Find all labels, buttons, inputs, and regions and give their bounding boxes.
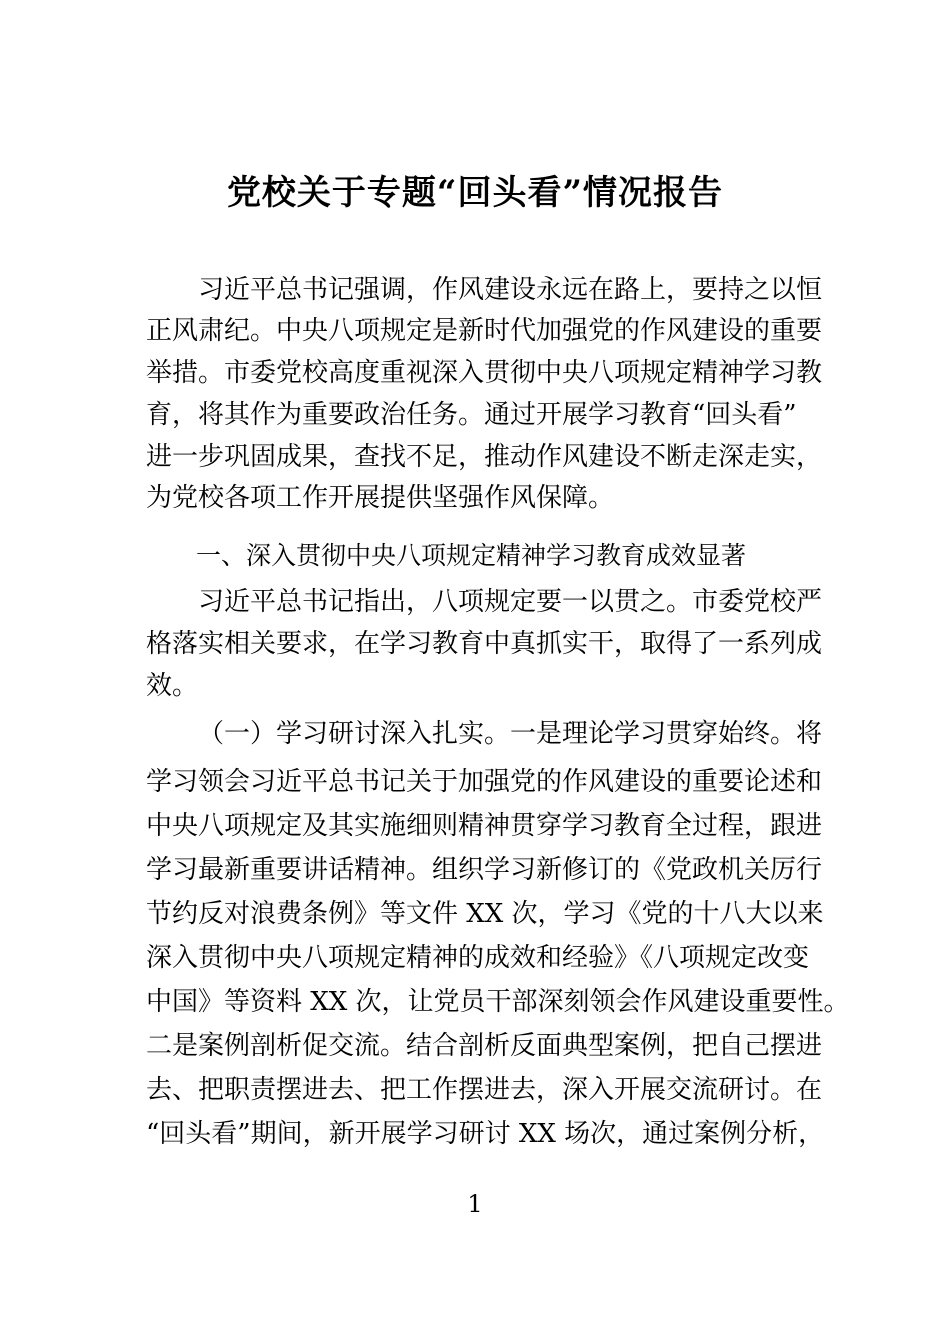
document-title: 党校关于专题“回头看”情况报告 — [226, 173, 724, 213]
paragraph-line: 进一步巩固成果，查找不足，推动作风建设不断走深走实， — [146, 442, 823, 472]
paragraph-line: 节约反对浪费条例》等文件 XX 次，学习《党的十八大以来 — [146, 899, 824, 929]
paragraph-line: 去、把职责摆进去、把工作摆进去，深入开展交流研讨。在 — [146, 1075, 823, 1105]
paragraph-line: 为党校各项工作开展提供坚强作风保障。 — [146, 483, 615, 513]
paragraph-line: 格落实相关要求，在学习教育中真抓实干，取得了一系列成 — [146, 629, 823, 659]
paragraph-line: 深入贯彻中央八项规定精神的成效和经验》《八项规定改变 — [146, 943, 810, 973]
paragraph-line: 效。 — [146, 671, 199, 701]
paragraph-line: （一）学习研讨深入扎实。一是理论学习贯穿始终。将 — [198, 719, 823, 749]
paragraph-line: 习近平总书记指出，八项规定要一以贯之。市委党校严 — [198, 587, 823, 617]
paragraph-line: 中央八项规定及其实施细则精神贯穿学习教育全过程，跟进 — [146, 811, 823, 841]
paragraph-line: 中国》等资料 XX 次，让党员干部深刻领会作风建设重要性。 — [146, 987, 850, 1017]
page-number: 1 — [467, 1190, 483, 1218]
paragraph-line: 育，将其作为重要政治任务。通过开展学习教育“回头看” — [146, 400, 797, 430]
paragraph-line: 学习最新重要讲话精神。组织学习新修订的《党政机关厉行 — [146, 855, 823, 885]
paragraph-line: 举措。市委党校高度重视深入贯彻中央八项规定精神学习教 — [146, 358, 823, 388]
paragraph-line: 习近平总书记强调，作风建设永远在路上，要持之以恒 — [198, 275, 823, 305]
paragraph-line: “回头看”期间，新开展学习研讨 XX 场次，通过案例分析， — [146, 1119, 825, 1149]
paragraph-line: 正风肃纪。中央八项规定是新时代加强党的作风建设的重要 — [146, 316, 823, 346]
paragraph-line: 学习领会习近平总书记关于加强党的作风建设的重要论述和 — [146, 767, 823, 797]
section-heading: 一、深入贯彻中央八项规定精神学习教育成效显著 — [196, 541, 747, 570]
paragraph-line: 二是案例剖析促交流。结合剖析反面典型案例，把自己摆进 — [146, 1031, 823, 1061]
